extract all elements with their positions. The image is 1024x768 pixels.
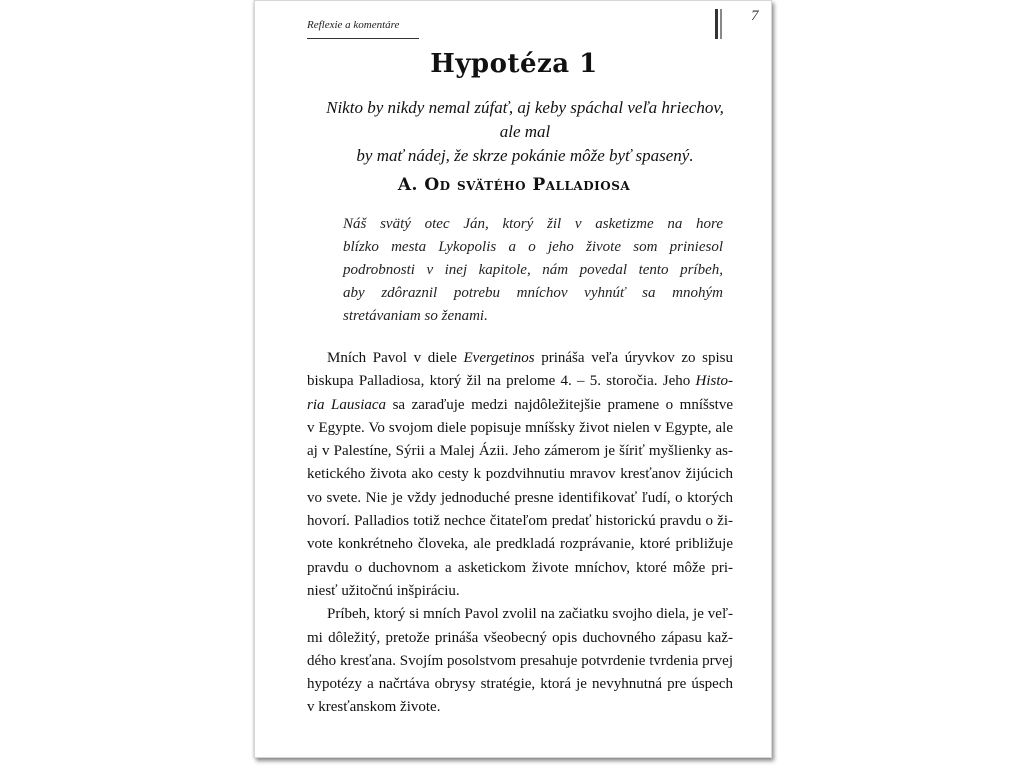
book-title-evergetinos: Evergetinos	[463, 350, 535, 366]
section-heading: A. Od svätého Palladiosa	[397, 175, 631, 195]
text-run: Mních Pavol v diele	[327, 350, 464, 366]
chapter-title: Hypotéza 1	[430, 49, 598, 79]
quote-line: stretávaniam so ženami.	[343, 308, 488, 324]
paragraph-line: niesť užitočnú inšpiráciu.	[307, 582, 460, 599]
paragraph-line: Príbeh, ktorý si mních Pavol zvolil na začiatku svojho diela, je veľ-	[327, 606, 733, 623]
book-title-lausiaca: ria Lausiaca	[307, 396, 387, 413]
block-quote	[343, 213, 723, 328]
page-number: 7	[751, 8, 759, 24]
book-page	[254, 0, 772, 758]
book-title-historia: Histo-	[695, 373, 733, 390]
header-rule	[307, 38, 419, 39]
paragraph-line: aj v Palestíne, Sýrii a Malej Ázii. Jeho zámerom je šíriť myšlienky as-	[307, 443, 733, 460]
paragraph-line: pravdu o duchovnom a asketickom živote mníchov, ktoré môže pri-	[307, 559, 733, 576]
running-header: Reflexie a komentáre	[307, 19, 400, 31]
text-run: prináša veľa úryvkov zo spisu	[534, 350, 733, 366]
quote-line: podrobnosti v inej kapitole, nám povedal tento príbeh,	[343, 262, 723, 278]
margin-bar-thin	[720, 9, 722, 39]
paragraph-line: v Egypte. Vo svojom diele popisuje mníšsky život nielen v Egypte, ale	[307, 419, 733, 436]
paragraph-line: hypotézy a načrtáva obrysy stratégie, ktorá je nevyhnutná pre úspech	[307, 676, 733, 693]
paragraph-line: hovorí. Palladios totiž nechce čitateľom predať historickú pravdu o ži-	[307, 513, 733, 530]
paragraph-line	[307, 347, 733, 370]
text-run: biskupa Palladiosa, ktorý žil na prelome 4. – 5. storočia. Jeho	[307, 373, 696, 390]
epigraph-line: by mať nádej, že skrze pokánie môže byť spasený.	[356, 146, 694, 165]
paragraph-line	[307, 370, 733, 393]
paragraph-line: ketického života ako cesty k pozdvihnutiu mravov kresťanov žijúcich	[307, 466, 733, 483]
epigraph-line: Nikto by nikdy nemal zúfať, aj keby spáchal veľa hriechov, ale mal	[326, 98, 724, 141]
paragraph-line	[307, 394, 733, 417]
margin-bar-thick	[715, 9, 718, 39]
body-text	[307, 347, 733, 720]
paragraph-line: v kresťanskom živote.	[307, 699, 441, 716]
text-run: sa zaraďuje medzi najdôležitejšie pramene o mníšstve	[386, 396, 733, 413]
quote-line: blízko mesta Lykopolis a o jeho živote som priniesol	[343, 239, 723, 255]
paragraph-line: vote konkrétneho človeka, ale predkladá rozprávanie, ktoré približuje	[307, 536, 733, 553]
margin-marker	[715, 9, 725, 39]
paragraph-line: mi dôležitý, pretože prináša všeobecný opis duchovného zápasu kaž-	[307, 629, 733, 646]
epigraph	[315, 96, 735, 168]
quote-line: aby zdôraznil potrebu mníchov vyhnúť sa mnohým	[343, 285, 723, 301]
paragraph-line: vo svete. Nie je vždy jednoduché presne identifikovať ľudí, o ktorých	[307, 489, 733, 506]
quote-line: Náš svätý otec Ján, ktorý žil v asketizme na hore	[343, 216, 723, 232]
paragraph-line: dého kresťana. Svojím posolstvom presahuje potvrdenie tvrdenia prvej	[307, 652, 733, 669]
